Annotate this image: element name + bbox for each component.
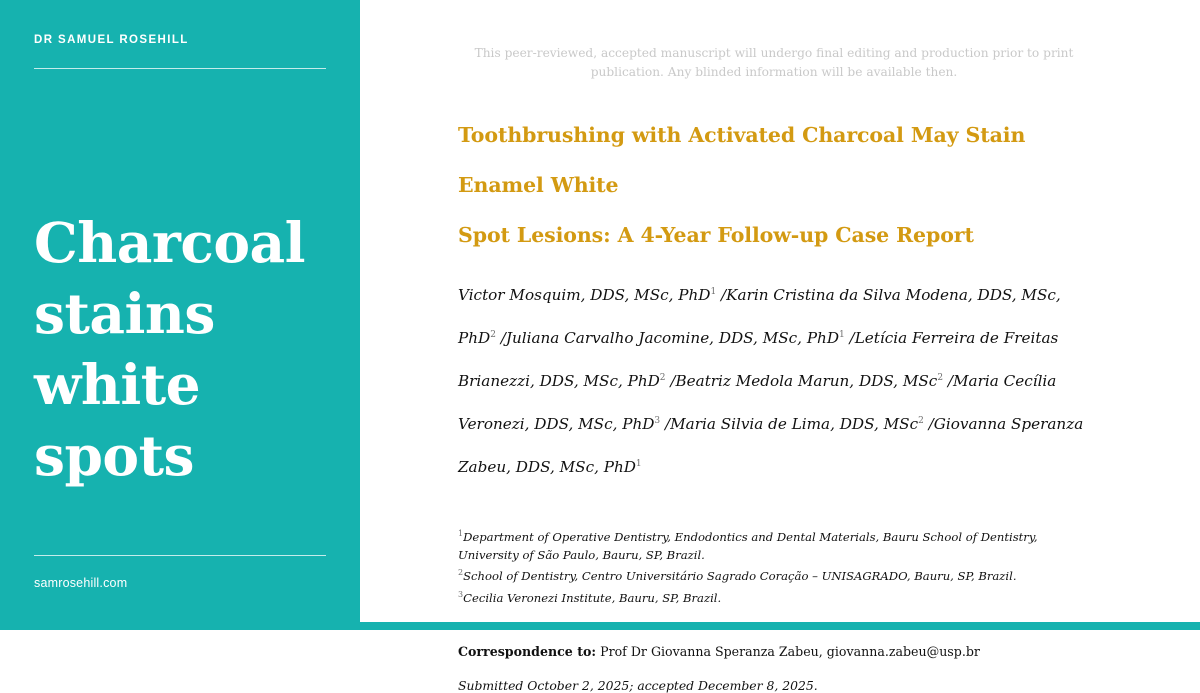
- author-affiliation-marker: 3: [654, 416, 661, 427]
- author-name: Giovanna Speranza Zabeu, DDS, MSc, PhD: [458, 415, 1084, 477]
- divider-top: [34, 68, 326, 69]
- author-name: Maria Silvia de Lima, DDS, MSc: [670, 415, 919, 434]
- author-affiliation-marker: 1: [710, 287, 717, 297]
- affiliation-item: [458, 564, 1090, 585]
- author-name: Beatriz Medola Marun, DDS, MSc: [675, 372, 938, 391]
- author-name: Juliana Carvalho Jacomine, DDS, MSc, PhD: [505, 329, 839, 348]
- affiliation-text: School of Dentistry, Centro Universitário Sagrado Coração – UNISAGRADO, Bauru, SP, Brazil.: [463, 569, 1017, 584]
- affiliation-marker: 1: [458, 529, 464, 539]
- correspondence-label: Correspondence to:: [458, 643, 597, 659]
- author-name: Victor Mosquim, DDS, MSc, PhD: [458, 286, 711, 305]
- bottom-accent-strip: [0, 622, 1200, 630]
- author-affiliation-marker: 2: [937, 373, 944, 384]
- author-name: Maria Cecília Veronezi, DDS, MSc, PhD: [458, 372, 1057, 434]
- affiliation-item: [458, 586, 1090, 607]
- page-title: [458, 110, 1090, 260]
- headline: Charcoal stains white spots: [34, 209, 306, 488]
- correspondence-value[interactable]: Prof Dr Giovanna Speranza Zabeu, giovanna.zabeu@usp.br: [600, 643, 980, 659]
- brand-name: DR SAMUEL ROSEHILL: [34, 34, 189, 46]
- author-affiliation-marker: 2: [490, 330, 496, 341]
- correspondence: [458, 643, 1090, 661]
- affiliation-list: [458, 525, 1090, 607]
- author-affiliation-marker: 1: [839, 330, 845, 341]
- author-affiliation-marker: 1: [635, 459, 642, 470]
- affiliation-text: Department of Operative Dentistry, Endodontics and Dental Materials, Bauru School of Dentistry, University of São Paulo, Bauru, SP, Brazil.: [458, 530, 1038, 562]
- author-list: Victor Mosquim, DDS, MSc, PhD$^1$ /Karin Cristina da Silva Modena, DDS, MSc, PhD$^2$ /Juliana Carvalho Jacomine, DDS, MSc, PhD$^1$ /Letícia Ferreira de Freitas Brianezzi, DDS, MSc, PhD$^2$ /Beatriz Medola Marun, DDS, MSc$^2$ /Maria Cecília Veronezi, DDS, MSc, PhD$^3$ /Maria Silvia de Lima, DDS, MSc$^2$ /Giovanna Speranza Zabeu, DDS, MSc, PhD$^1$: [458, 286, 1084, 477]
- title-line-1: Toothbrushing with Activated Charcoal May Stain Enamel White: [458, 123, 1026, 197]
- publication-disclaimer: This peer-reviewed, accepted manuscript will undergo final editing and production prior to print publication. Any blinded information will be available then.: [474, 46, 1074, 79]
- divider-bottom: [34, 555, 326, 556]
- affiliation-marker: 2: [458, 568, 464, 578]
- author-affiliation-marker: 2: [659, 373, 666, 384]
- affiliation-marker: 3: [458, 589, 464, 599]
- affiliation-item: [458, 525, 1090, 564]
- article-panel: [360, 0, 1200, 693]
- title-line-2: Spot Lesions: A 4-Year Follow-up Case Report: [458, 223, 974, 247]
- submission-dates: Submitted October 2, 2025; accepted December 8, 2025.: [458, 677, 818, 693]
- sidebar-panel: [0, 0, 360, 630]
- author-affiliation-marker: 2: [918, 416, 924, 427]
- site-url[interactable]: samrosehill.com: [34, 576, 128, 590]
- author-name: Karin Cristina da Silva Modena, DDS, MSc, PhD: [458, 286, 1061, 348]
- author-name: Letícia Ferreira de Freitas Brianezzi, DDS, MSc, PhD: [458, 329, 1059, 391]
- affiliation-text: Cecilia Veronezi Institute, Bauru, SP, Brazil.: [463, 590, 722, 605]
